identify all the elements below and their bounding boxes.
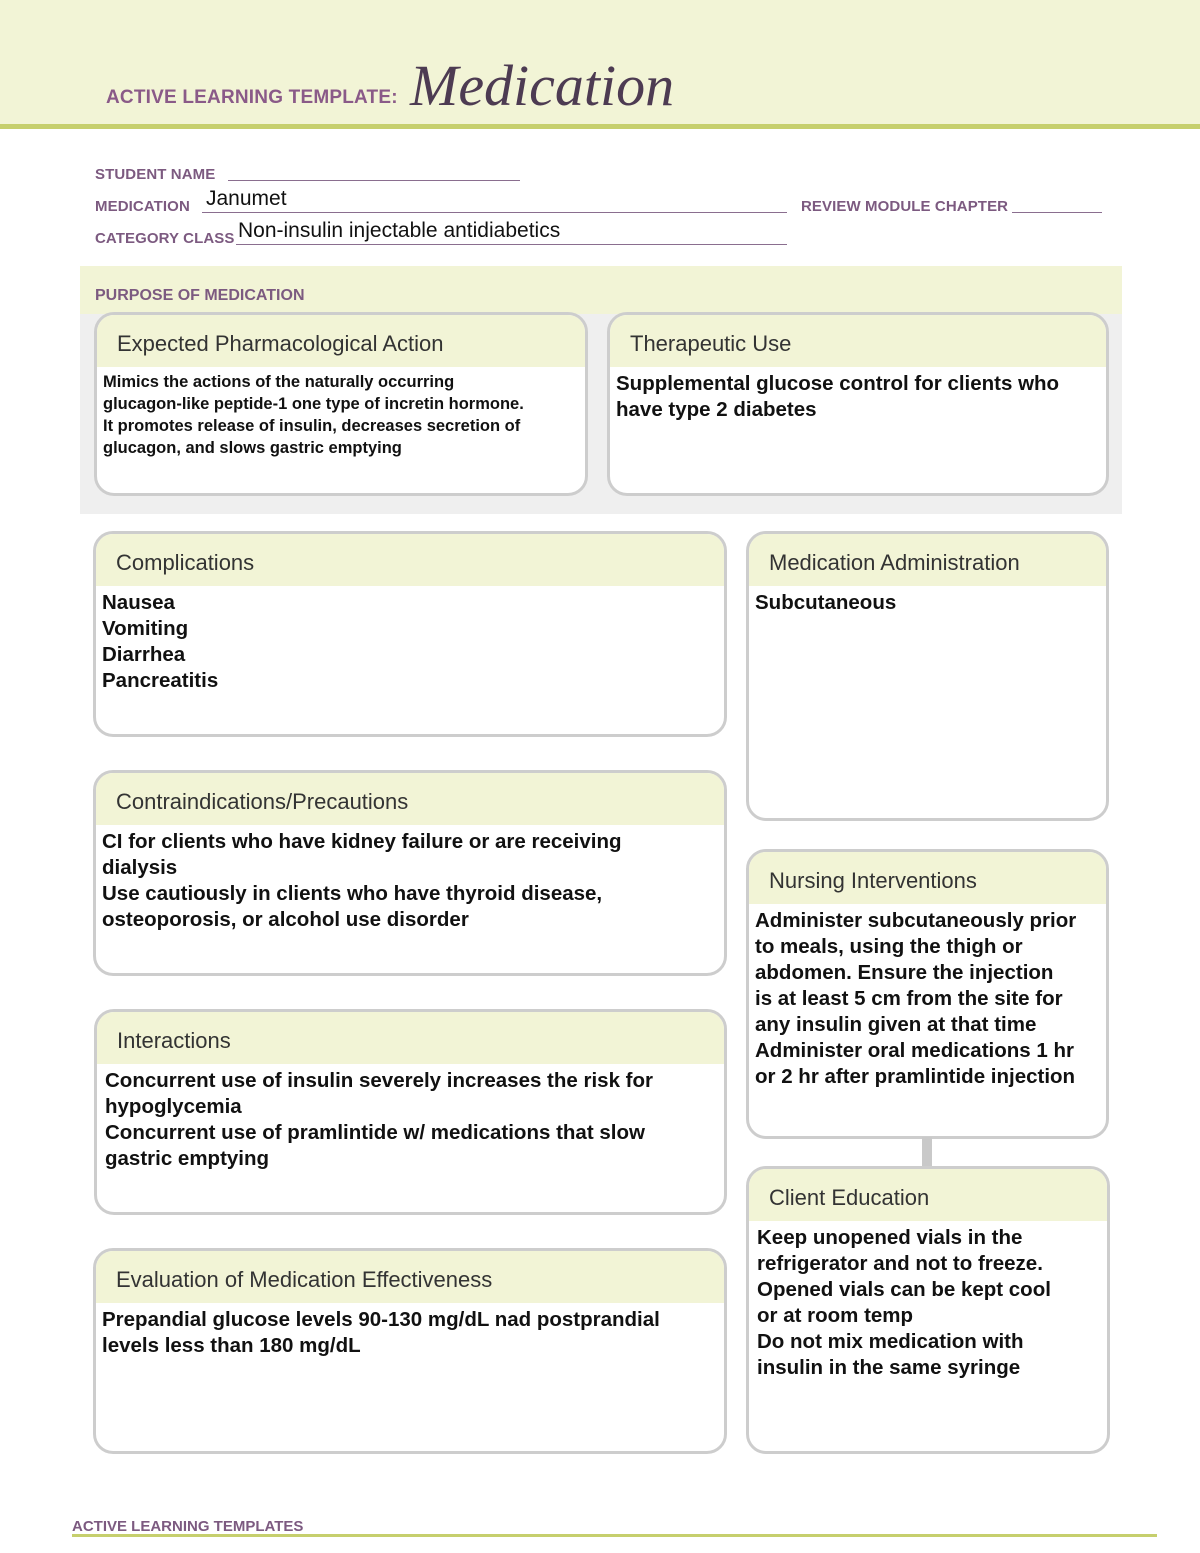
student-name-field[interactable] [228, 180, 520, 181]
expected-action-box[interactable] [94, 312, 588, 496]
student-name-label: STUDENT NAME [95, 166, 216, 183]
footer-label: ACTIVE LEARNING TEMPLATES [72, 1518, 304, 1535]
evaluation-title: Evaluation of Medication Effectiveness [96, 1251, 724, 1303]
client-education-title: Client Education [749, 1169, 1107, 1221]
medication-administration-box[interactable] [746, 531, 1109, 821]
interactions-title: Interactions [97, 1012, 724, 1064]
medication-administration-title: Medication Administration [749, 534, 1106, 586]
complications-box[interactable] [93, 531, 727, 737]
contraindications-title: Contraindications/Precautions [96, 773, 724, 825]
evaluation-text: Prepandial glucose levels 90-130 mg/dL nad postprandial levels less than 180 mg/dL [102, 1308, 660, 1357]
evaluation-box[interactable] [93, 1248, 727, 1454]
therapeutic-use-box[interactable] [607, 312, 1109, 496]
therapeutic-use-title: Therapeutic Use [610, 315, 1106, 367]
medication-label: MEDICATION [95, 198, 190, 215]
nursing-interventions-box[interactable] [746, 849, 1109, 1139]
category-class-label: CATEGORY CLASS [95, 230, 235, 247]
contraindications-box[interactable] [93, 770, 727, 976]
medication-administration-text: Subcutaneous [755, 591, 897, 614]
review-module-field[interactable] [1012, 212, 1102, 213]
purpose-label: PURPOSE OF MEDICATION [95, 287, 305, 304]
template-label: ACTIVE LEARNING TEMPLATE: [106, 87, 398, 108]
client-education-text: Keep unopened vials in the refrigerator and not to freeze. Opened vials can be kept cool or at room temp Do not mix medication with insulin in the same syringe [757, 1226, 1051, 1379]
category-class-field[interactable] [236, 244, 787, 245]
contraindications-text: CI for clients who have kidney failure or are receiving dialysis Use cautiously in clients who have thyroid disease, osteoporosis, or alcohol use disorder [102, 830, 622, 931]
client-education-box[interactable] [746, 1166, 1110, 1454]
expected-action-text: Mimics the actions of the naturally occurring glucagon-like peptide-1 one type of incretin hormone. It promotes release of insulin, decreases secretion of glucagon, and slows gastric emptying [103, 373, 524, 457]
page-title: Medication [410, 53, 675, 118]
nursing-interventions-title: Nursing Interventions [749, 852, 1106, 904]
expected-action-title: Expected Pharmacological Action [97, 315, 585, 367]
complications-text: Nausea Vomiting Diarrhea Pancreatitis [102, 591, 219, 692]
category-class-value: Non-insulin injectable antidiabetics [238, 219, 561, 242]
page-header [0, 0, 1200, 129]
footer-divider [72, 1534, 1157, 1537]
interactions-box[interactable] [94, 1009, 727, 1215]
complications-title: Complications [96, 534, 724, 586]
therapeutic-use-text: Supplemental glucose control for clients who have type 2 diabetes [616, 372, 1060, 421]
nursing-interventions-text: Administer subcutaneously prior to meals, using the thigh or abdomen. Ensure the injection is at least 5 cm from the site for any insulin given at that time Administer oral medications 1 hr or 2 hr after pramlintide injection [755, 909, 1077, 1088]
review-module-label: REVIEW MODULE CHAPTER [801, 198, 1009, 215]
interactions-text: Concurrent use of insulin severely increases the risk for hypoglycemia Concurrent use of pramlintide w/ medications that slow gastric emptying [105, 1069, 654, 1170]
medication-value: Janumet [206, 187, 287, 210]
medication-field[interactable] [202, 212, 787, 213]
connector-line [922, 1137, 932, 1167]
